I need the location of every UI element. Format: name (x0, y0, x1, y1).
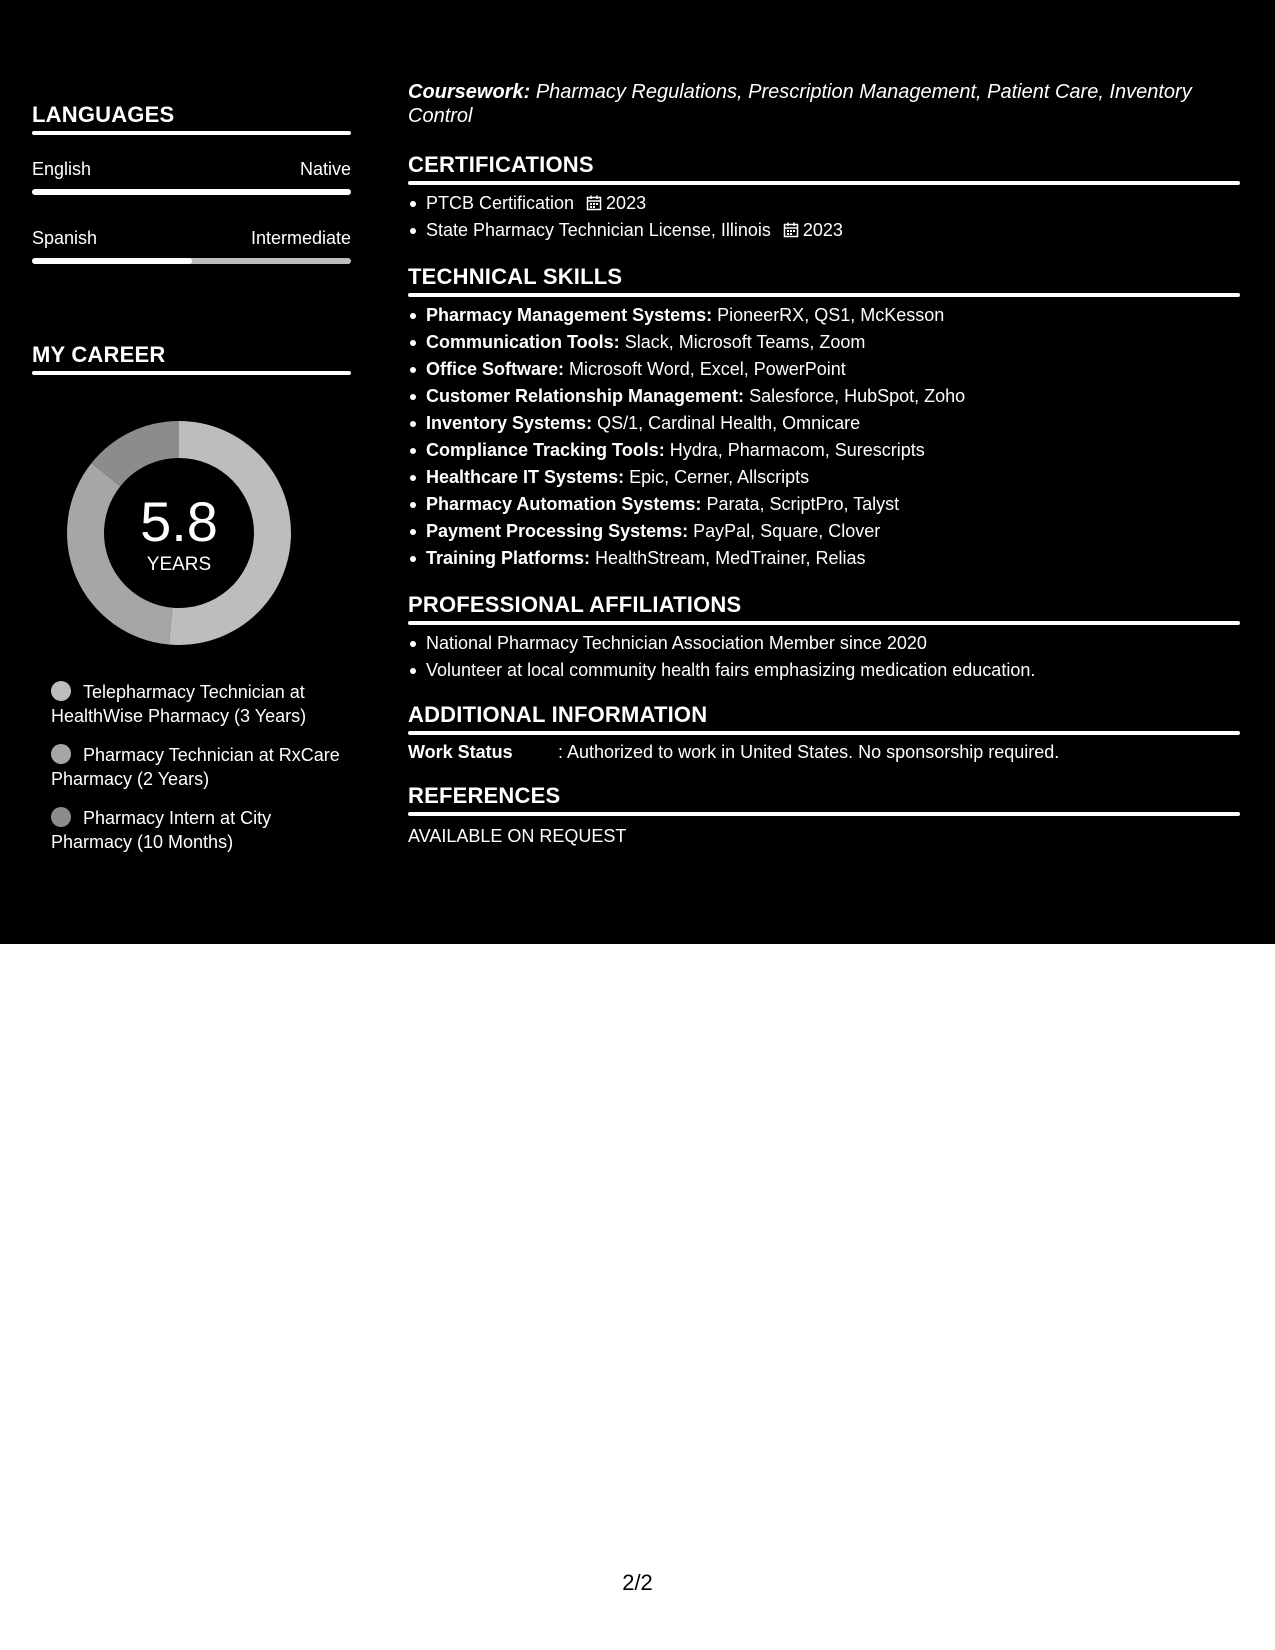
legend-label: Pharmacy Intern at City Pharmacy (10 Months) (51, 808, 272, 852)
affiliations-title: PROFESSIONAL AFFILIATIONS (408, 592, 742, 617)
career-divider (32, 371, 351, 375)
skill-item (426, 545, 1246, 572)
career-title: MY CAREER (32, 342, 166, 367)
skill-label: Communication Tools: (426, 332, 620, 352)
references-text: AVAILABLE ON REQUEST (408, 826, 627, 846)
legend-label: Pharmacy Technician at RxCare Pharmacy (2 Years) (51, 745, 340, 789)
language-bar-spanish (32, 258, 351, 264)
language-level: Native (299, 159, 351, 179)
skill-item (426, 410, 1246, 437)
certifications-title: CERTIFICATIONS (408, 152, 594, 177)
skill-label: Payment Processing Systems: (426, 521, 689, 541)
work-status-value: : Authorized to work in United States. No sponsorship required. (558, 742, 1060, 762)
references-divider (408, 812, 1240, 816)
language-level: Intermediate (250, 228, 351, 248)
skill-label: Inventory Systems: (426, 413, 593, 433)
skill-item (426, 302, 1246, 329)
skill-label: Pharmacy Automation Systems: (426, 494, 702, 514)
language-row-english (32, 159, 351, 180)
skill-item (426, 464, 1246, 491)
page-number: 2/2 (622, 1570, 653, 1595)
list-item: Volunteer at local community health fairs emphasizing medication education. (426, 657, 1246, 684)
skill-item (426, 518, 1246, 545)
legend-dot (51, 807, 71, 827)
languages-title: LANGUAGES (32, 102, 175, 127)
career-legend-item (51, 680, 351, 728)
list-item: National Pharmacy Technician Association Member since 2020 (426, 630, 1246, 657)
language-bar-fill (32, 258, 192, 264)
technical-skills-divider (408, 293, 1240, 297)
additional-info-divider (408, 731, 1240, 735)
skill-label: Customer Relationship Management: (426, 386, 745, 406)
sidebar (0, 0, 382, 944)
career-total-unit: YEARS (146, 554, 212, 575)
technical-skills-title: TECHNICAL SKILLS (408, 264, 623, 289)
coursework (408, 80, 1248, 128)
calendar-icon (586, 195, 602, 211)
skill-value: PioneerRX, QS1, McKesson (717, 305, 945, 325)
language-bar-fill (32, 189, 351, 195)
calendar-icon (783, 222, 799, 238)
skill-item (426, 437, 1246, 464)
language-bar-english (32, 189, 351, 195)
language-row-spanish (32, 228, 351, 249)
skill-item (426, 356, 1246, 383)
skill-item (426, 383, 1246, 410)
affiliations-divider (408, 621, 1240, 625)
skill-label: Pharmacy Management Systems: (426, 305, 713, 325)
skill-item (426, 491, 1246, 518)
language-name: Spanish (32, 228, 98, 248)
language-name: English (32, 159, 92, 179)
career-total-years: 5.8 (140, 490, 218, 553)
skill-label: Office Software: (426, 359, 565, 379)
certifications-divider (408, 181, 1240, 185)
legend-label: Telepharmacy Technician at HealthWise Pharmacy (3 Years) (51, 682, 307, 726)
skill-value: Salesforce, HubSpot, Zoho (749, 386, 966, 406)
skill-value: QS/1, Cardinal Health, Omnicare (597, 413, 861, 433)
references-title: REFERENCES (408, 783, 561, 808)
skill-value: Hydra, Pharmacom, Surescripts (669, 440, 925, 460)
coursework-text: Pharmacy Regulations, Prescription Management, Patient Care, Inventory Control (408, 81, 1192, 127)
skill-value: Microsoft Word, Excel, PowerPoint (569, 359, 846, 379)
technical-skills-list (426, 302, 1246, 572)
skill-item (426, 329, 1246, 356)
list-item: State Pharmacy Technician License, Illinois 2023 (426, 217, 1246, 244)
legend-dot (51, 681, 71, 701)
skill-label: Training Platforms: (426, 548, 591, 568)
career-legend-item (51, 806, 351, 854)
skill-label: Compliance Tracking Tools: (426, 440, 665, 460)
legend-dot (51, 744, 71, 764)
certifications-list (426, 190, 1246, 244)
work-status-row (408, 742, 1059, 763)
skill-value: Epic, Cerner, Allscripts (629, 467, 810, 487)
work-status-label: Work Status (408, 742, 513, 762)
languages-divider (32, 131, 351, 135)
skill-value: PayPal, Square, Clover (693, 521, 881, 541)
coursework-label: Coursework: (408, 81, 531, 103)
skill-value: HealthStream, MedTrainer, Relias (595, 548, 866, 568)
affiliations-list (426, 630, 1246, 684)
skill-value: Parata, ScriptPro, Talyst (706, 494, 900, 514)
skill-label: Healthcare IT Systems: (426, 467, 625, 487)
career-legend-item (51, 743, 351, 791)
additional-info-title: ADDITIONAL INFORMATION (408, 702, 708, 727)
skill-value: Slack, Microsoft Teams, Zoom (624, 332, 866, 352)
list-item: PTCB Certification 2023 (426, 190, 1246, 217)
